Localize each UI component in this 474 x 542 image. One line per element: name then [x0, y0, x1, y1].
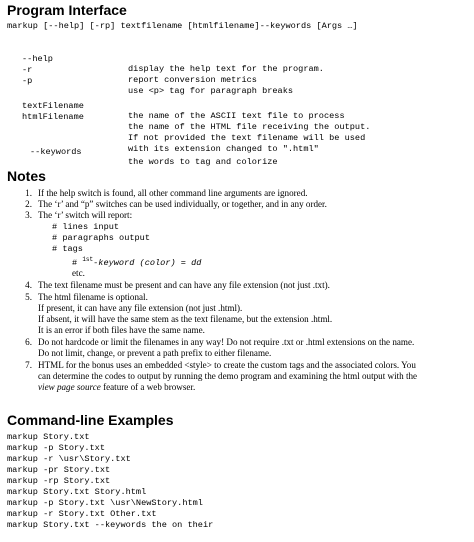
- note-text: The ‘r’ switch will report:: [38, 210, 133, 220]
- note-number: 5.: [25, 292, 32, 302]
- argument-desc: with its extension changed to ".html": [128, 144, 319, 154]
- keyword-rest: -keyword (color) = dd: [93, 257, 202, 268]
- note-text: If the help switch is found, all other command line arguments are ignored.: [38, 188, 308, 198]
- example-command: markup Story.txt Story.html: [7, 487, 147, 497]
- usage-line: markup [--help] [-rp] textfilename [htmlfilename]--keywords [Args …]: [7, 21, 358, 31]
- report-line: # lines input: [52, 222, 120, 232]
- keyword-report-line: [72, 256, 201, 268]
- note-text: Do not hardcode or limit the filenames in any way! Do not require .txt or .html extensions on the name.: [38, 337, 415, 347]
- note-text: HTML for the bonus uses an embedded <style> to create the custom tags and the associated colors. You: [38, 360, 416, 370]
- option-desc: report conversion metrics: [128, 75, 257, 85]
- example-command: markup -p Story.txt \usr\NewStory.html: [7, 498, 203, 508]
- examples-heading: Command-line Examples: [7, 412, 174, 428]
- example-command: markup -r Story.txt Other.txt: [7, 509, 157, 519]
- etc-line: etc.: [72, 268, 85, 278]
- note-text: If absent, it will have the same stem as the text filename, but the extension .html.: [38, 314, 333, 324]
- example-command: markup Story.txt: [7, 432, 90, 442]
- note-number: 3.: [25, 210, 32, 220]
- example-command: markup -p Story.txt: [7, 443, 105, 453]
- argument-key: htmlFilename: [22, 112, 84, 122]
- option-key: -p: [22, 76, 33, 86]
- note-text: If present, it can have any file extension (not just .html).: [38, 303, 243, 313]
- note-text: The html filename is optional.: [38, 292, 148, 302]
- argument-desc: the words to tag and colorize: [128, 157, 278, 167]
- example-command: markup -rp Story.txt: [7, 476, 111, 486]
- argument-desc: If not provided the text filename will be used: [128, 133, 366, 143]
- argument-key: textFilename: [22, 101, 84, 111]
- program-interface-heading: Program Interface: [7, 2, 127, 18]
- report-line: # paragraphs output: [52, 233, 150, 243]
- example-command: markup -r \usr\Story.txt: [7, 454, 131, 464]
- argument-desc: the name of the ASCII text file to process: [128, 111, 345, 121]
- option-key: --help: [22, 54, 53, 64]
- note-text-tail: feature of a web browser.: [100, 382, 196, 392]
- note-number: 4.: [25, 280, 32, 290]
- notes-heading: Notes: [7, 168, 46, 184]
- note-number: 7.: [25, 360, 32, 370]
- example-command: markup Story.txt --keywords the on their: [7, 520, 214, 530]
- option-desc: use <p> tag for paragraph breaks: [128, 86, 294, 96]
- note-text: can determine the codes to output by running the demo program and examining the html output with the: [38, 371, 418, 381]
- note-text: The ‘r’ and “p” switches can be used individually, or together, and in any order.: [38, 199, 327, 209]
- view-page-source-emphasis: view page source: [38, 382, 101, 392]
- note-number: 2.: [25, 199, 32, 209]
- example-command: markup -pr Story.txt: [7, 465, 111, 475]
- note-text: [38, 382, 195, 392]
- note-text: It is an error if both files have the same name.: [38, 325, 205, 335]
- note-text: Do not limit, change, or prevent a path prefix to either filename.: [38, 348, 272, 358]
- argument-key: --keywords: [30, 147, 82, 157]
- argument-desc: the name of the HTML file receiving the output.: [128, 122, 371, 132]
- note-text: The text filename must be present and can have any file extension (not just .txt).: [38, 280, 330, 290]
- keyword-ordinal: 1st: [82, 256, 94, 263]
- note-number: 6.: [25, 337, 32, 347]
- option-key: -r: [22, 65, 33, 75]
- option-desc: display the help text for the program.: [128, 64, 324, 74]
- report-line: # tags: [52, 244, 83, 254]
- note-number: 1.: [25, 188, 32, 198]
- keyword-hash: #: [72, 257, 83, 268]
